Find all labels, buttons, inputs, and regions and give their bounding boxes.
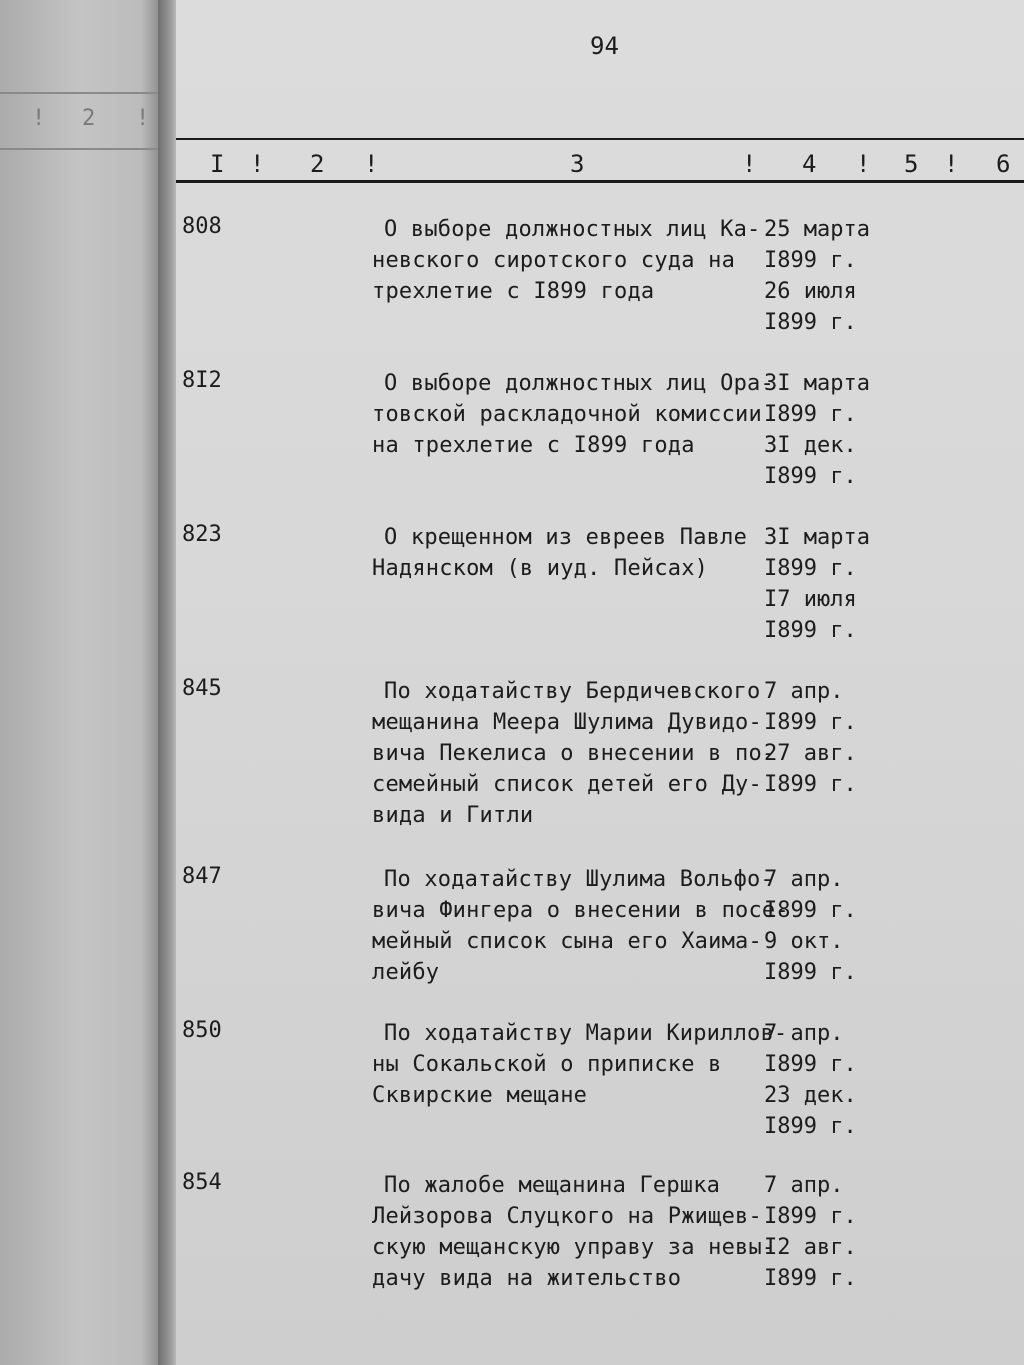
entry-number: 8I2: [182, 368, 222, 393]
left-page-header: [0, 92, 160, 152]
entry-text-line: О крещенном из евреев Павле: [384, 525, 748, 550]
left-page: [0, 0, 160, 1365]
entry-date: I899 г.: [764, 898, 857, 923]
entry-number: 847: [182, 864, 222, 889]
entry-date: 25 марта: [764, 217, 870, 242]
header-rule-top: [176, 138, 1024, 140]
entry-date: I899 г.: [764, 402, 857, 427]
entry-date: 9 окт.: [764, 929, 844, 954]
entry-date: I899 г.: [764, 618, 857, 643]
left-header-rule-bottom: [0, 148, 160, 150]
entry-dates: [764, 1018, 857, 1142]
entry-dates: [764, 214, 870, 338]
entry-description: [372, 1170, 776, 1294]
entry-text-line: товской раскладочной комиссии: [372, 402, 762, 427]
entry-date: 7 апр.: [764, 867, 844, 892]
left-header-sep-2: !: [136, 106, 150, 131]
column-separator: !: [364, 150, 379, 178]
entry-text-line: семейный список детей его Ду-: [372, 772, 762, 797]
entry-date: 23 дек.: [764, 1083, 857, 1108]
entry-text-line: вича Пекелиса о внесении в по-: [372, 741, 776, 766]
entry-description: [372, 214, 762, 307]
entry-date: I899 г.: [764, 960, 857, 985]
left-header-sep-1: !: [32, 106, 46, 131]
entry-description: [372, 368, 774, 461]
entry-text-line: на трехлетие с I899 года: [372, 433, 695, 458]
entry-date: 3I марта: [764, 371, 870, 396]
entry-text-line: По ходатайству Бердичевского: [384, 679, 761, 704]
entry-text-line: вида и Гитли: [372, 803, 534, 828]
column-header-2: 2: [310, 150, 325, 178]
entry-date: I7 июля: [764, 587, 857, 612]
entry-number: 850: [182, 1018, 222, 1043]
column-header-3: 3: [570, 150, 585, 178]
entry-dates: [764, 864, 857, 988]
entry-date: I899 г.: [764, 1114, 857, 1139]
entry-text-line: Сквирские мещане: [372, 1083, 588, 1108]
entry-date: I899 г.: [764, 1204, 857, 1229]
entry-text-line: вича Фингера о внесении в посе-: [372, 898, 789, 923]
column-header-5: 5: [904, 150, 919, 178]
entry-date: 3I дек.: [764, 433, 857, 458]
left-header-rule-top: [0, 92, 160, 94]
entry-text-line: мещанина Меера Шулима Дувидо-: [372, 710, 762, 735]
entry-date: 7 апр.: [764, 1173, 844, 1198]
entry-text-line: О выборе должностных лиц Ка-: [384, 217, 761, 242]
entry-date: I899 г.: [764, 710, 857, 735]
entry-text-line: По ходатайству Марии Кириллов-: [384, 1021, 788, 1046]
entry-date: I899 г.: [764, 248, 857, 273]
entry-text-line: ны Сокальской о приписке в: [372, 1052, 722, 1077]
entry-dates: [764, 1170, 857, 1294]
entry-date: I2 авг.: [764, 1235, 857, 1260]
entry-date: 7 апр.: [764, 679, 844, 704]
entry-date: 7 апр.: [764, 1021, 844, 1046]
entry-number: 845: [182, 676, 222, 701]
entry-date: 3I марта: [764, 525, 870, 550]
header-rule-bottom: [176, 180, 1024, 183]
entry-text-line: Лейзорова Слуцкого на Ржищев-: [372, 1204, 762, 1229]
entry-description: [372, 1018, 788, 1111]
entry-dates: [764, 368, 870, 492]
entry-date: 27 авг.: [764, 741, 857, 766]
entry-date: I899 г.: [764, 556, 857, 581]
entry-date: I899 г.: [764, 310, 857, 335]
entry-number: 808: [182, 214, 222, 239]
entry-text-line: По ходатайству Шулима Вольфо-: [384, 867, 774, 892]
entry-text-line: мейный список сына его Хаима-: [372, 929, 762, 954]
entry-text-line: скую мещанскую управу за невы-: [372, 1235, 776, 1260]
entry-date: 26 июля: [764, 279, 857, 304]
entry-text-line: лейбу: [372, 960, 440, 985]
column-separator: !: [742, 150, 757, 178]
entry-text-line: трехлетие с I899 года: [372, 279, 655, 304]
column-separator: !: [250, 150, 265, 178]
entry-date: I899 г.: [764, 464, 857, 489]
entry-text-line: Надянском (в иуд. Пейсах): [372, 556, 709, 581]
entry-text-line: дачу вида на жительство: [372, 1266, 682, 1291]
entry-number: 823: [182, 522, 222, 547]
column-separator: !: [944, 150, 959, 178]
entry-text-line: По жалобе мещанина Гершка: [384, 1173, 721, 1198]
page-number: 94: [590, 32, 619, 60]
entry-text-line: О выборе должностных лиц Ора-: [384, 371, 774, 396]
entry-date: I899 г.: [764, 1266, 857, 1291]
column-separator: !: [856, 150, 871, 178]
entry-date: I899 г.: [764, 1052, 857, 1077]
entry-description: [372, 522, 762, 584]
entry-date: I899 г.: [764, 772, 857, 797]
entry-description: [372, 676, 776, 831]
column-header-1: I: [210, 150, 225, 178]
entry-dates: [764, 522, 870, 646]
entry-number: 854: [182, 1170, 222, 1195]
entry-text-line: невского сиротского суда на: [372, 248, 736, 273]
entry-dates: [764, 676, 857, 800]
column-header-4: 4: [802, 150, 817, 178]
left-header-col-2: 2: [82, 106, 96, 131]
column-header-6: 6: [996, 150, 1011, 178]
entry-description: [372, 864, 789, 988]
